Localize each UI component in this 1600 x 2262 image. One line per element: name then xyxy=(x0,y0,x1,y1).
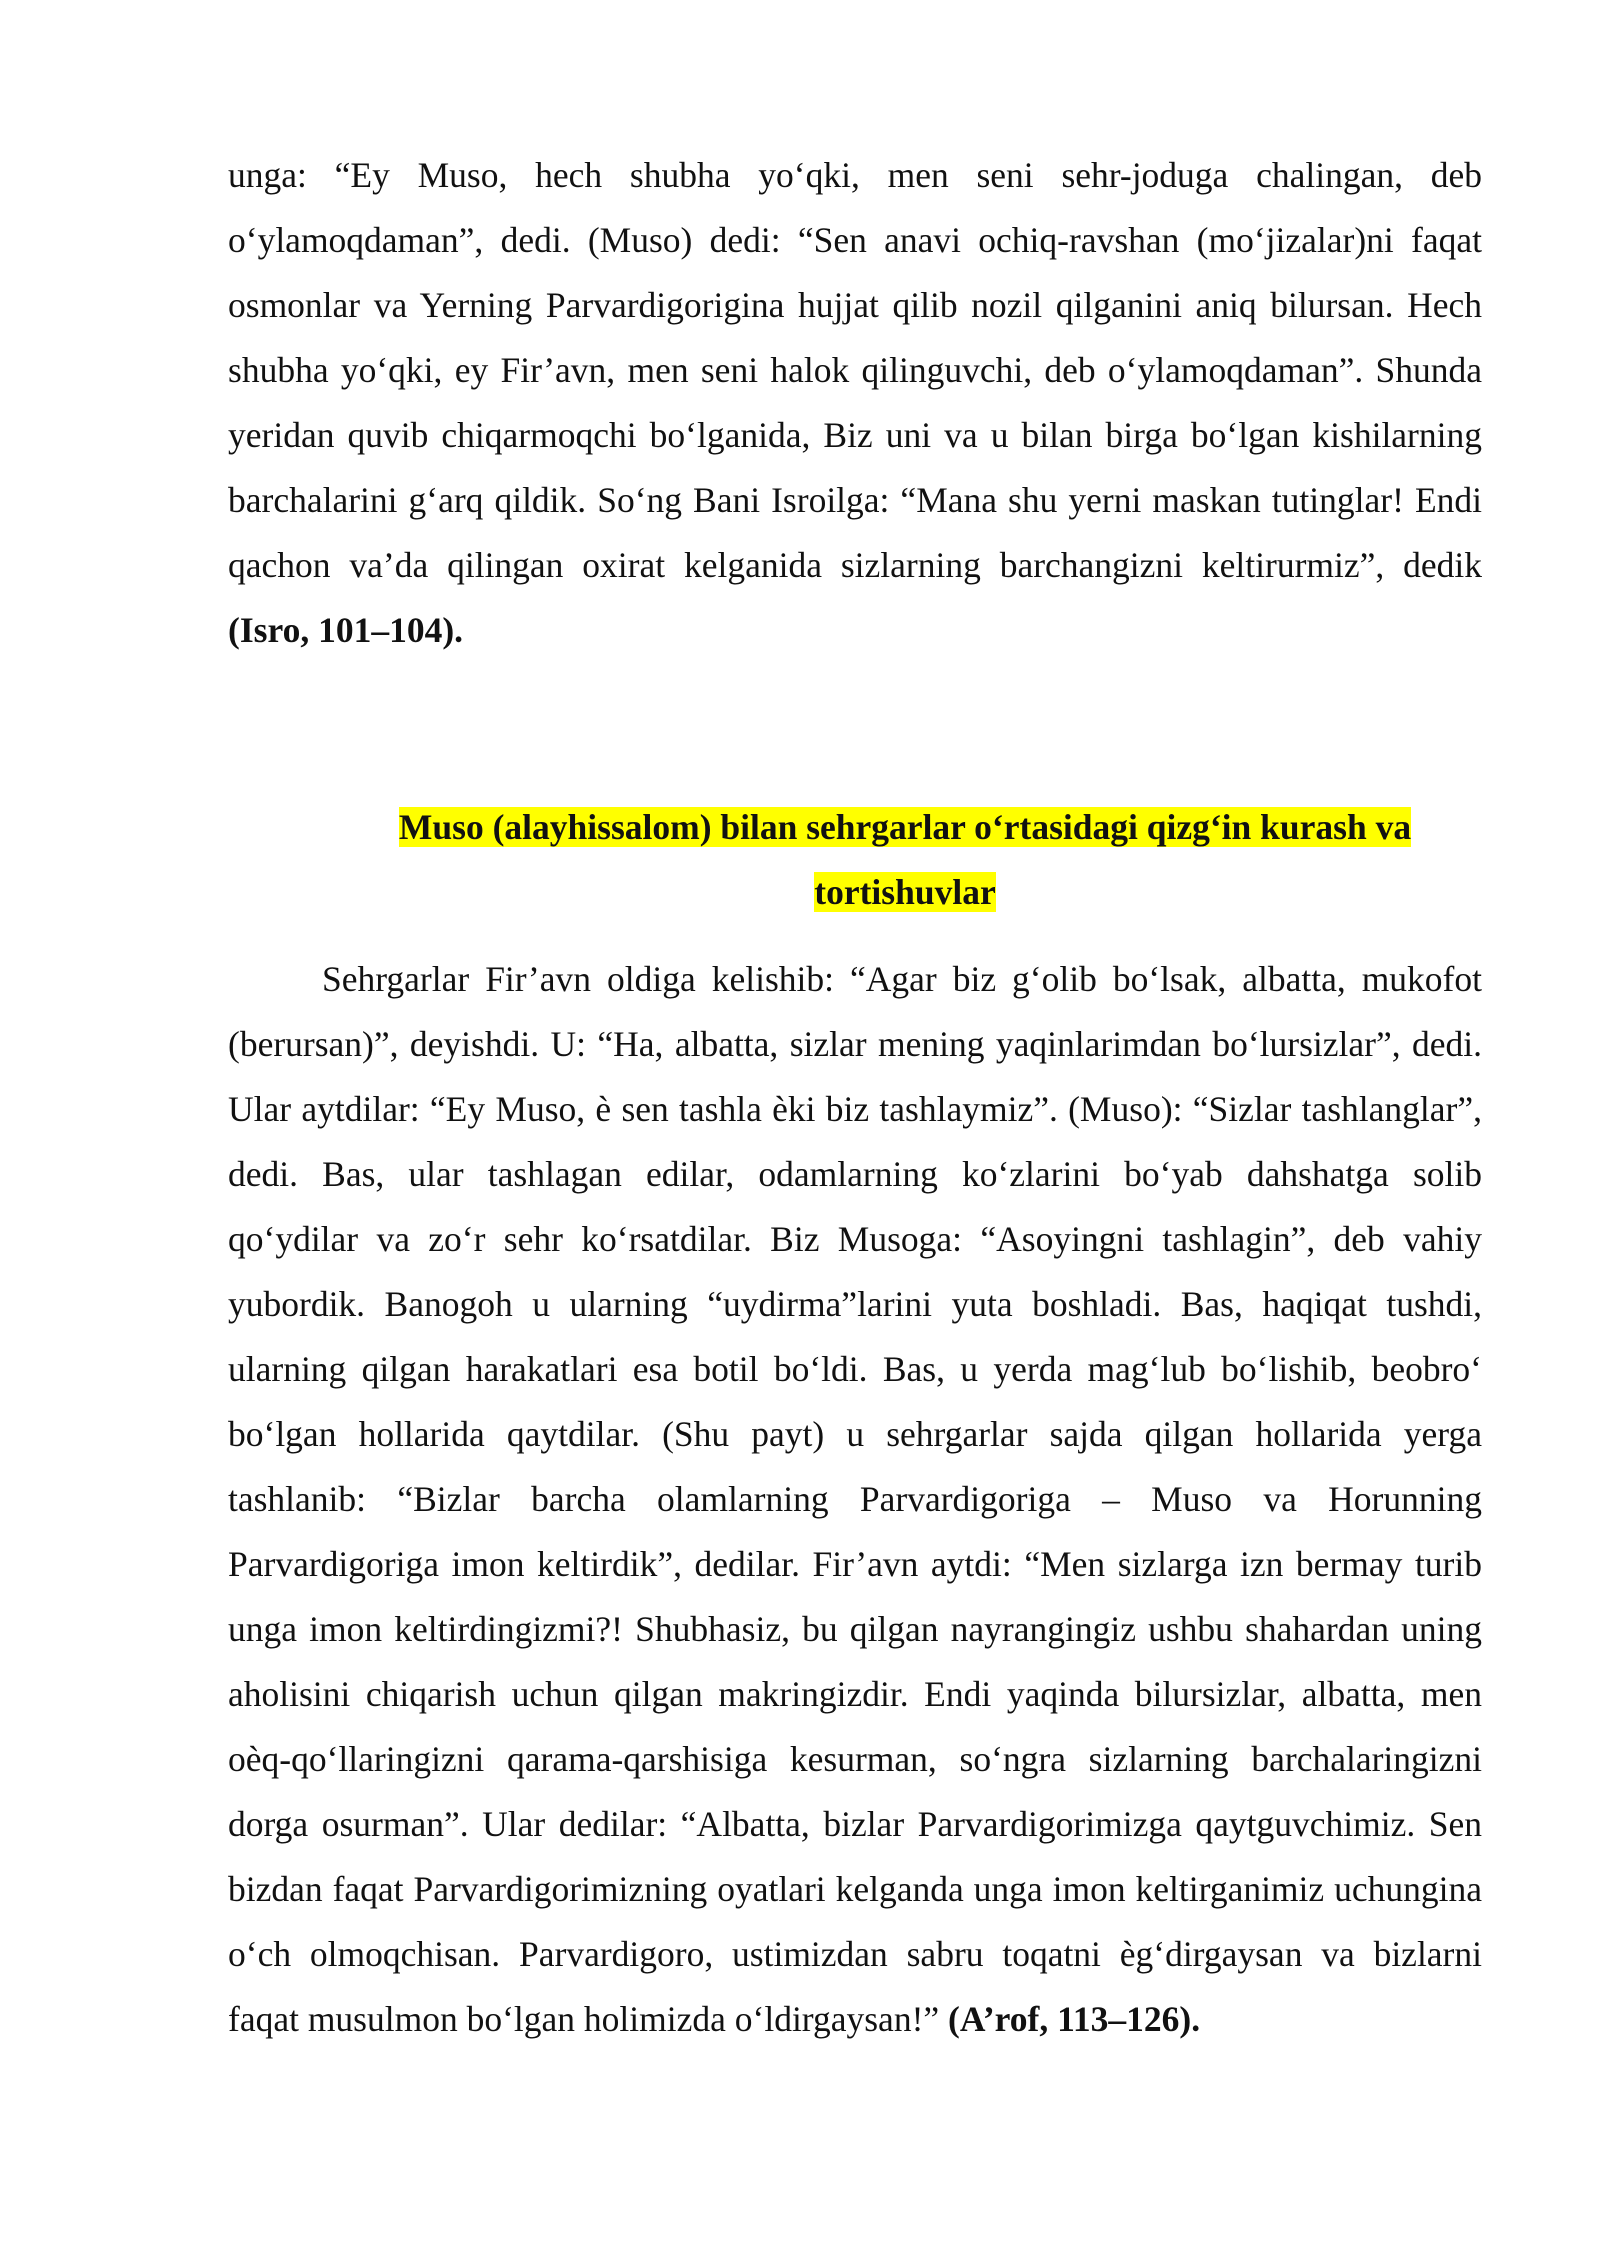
paragraph-2 xyxy=(228,947,1482,2052)
section-heading xyxy=(228,795,1482,925)
paragraph-2-text: Sehrgarlar Fir’avn oldiga kelishib: “Agar biz g‘olib bo‘lsak, albatta, mukofot (berursan)”, deyishdi. U: “Ha, albatta, sizlar mening yaqinlarimdan bo‘lursizlar”, dedi. Ular aytdilar: “Ey Muso, è sen tashla èki biz tashlaymiz”. (Muso): “Sizlar tashlanglar”, dedi. Bas, ular tashlagan edilar, odamlarning ko‘zlarini bo‘yab dahshatga solib qo‘ydilar va zo‘r sehr ko‘rsatdilar. Biz Musoga: “Asoyingni tashlagin”, deb vahiy yubordik. Banogoh u ularning “uydirma”larini yuta boshladi. Bas, haqiqat tushdi, ularning qilgan harakatlari esa botil bo‘ldi. Bas, u yerda mag‘lub bo‘lishib, beobro‘ bo‘lgan hollarida qaytdilar. (Shu payt) u sehrgarlar sajda qilgan hollarida yerga tashlanib: “Bizlar barcha olamlarning Parvardigoriga – Muso va Horunning Parvardigoriga imon keltirdik”, dedilar. Fir’avn aytdi: “Men sizlarga izn bermay turib unga imon keltirdingizmi?! Shubhasiz, bu qilgan nayrangingiz ushbu shahardan uning aholisini chiqarish uchun qilgan makringizdir. Endi yaqinda bilursizlar, albatta, men oèq-qo‘llaringizni qarama-qarshisiga kesurman, so‘ngra sizlarning barchalaringizni dorga osurman”. Ular dedilar: “Albatta, bizlar Parvardigorimizga qaytguvchimiz. Sen bizdan faqat Parvardigorimizning oyatlari kelganda unga imon keltirganimiz uchungina o‘ch olmoqchisan. Parvardigoro, ustimizdan sabru toqatni èg‘dirgaysan va bizlarni faqat musulmon bo‘lgan holimizda o‘ldirgaysan!” xyxy=(228,959,1482,2039)
paragraph-1-reference: (Isro, 101–104). xyxy=(228,610,464,650)
section-heading-text: Muso (alayhissalom) bilan sehrgarlar o‘rtasidagi qizg‘in kurash va tortishuvlar xyxy=(398,807,1412,912)
paragraph-1 xyxy=(228,143,1482,663)
paragraph-1-text: unga: “Ey Muso, hech shubha yo‘qki, men seni sehr-joduga chalingan, deb o‘ylamoqdaman”, dedi. (Muso) dedi: “Sen anavi ochiq-ravshan (mo‘jizalar)ni faqat osmonlar va Yerning Parvardigorigina hujjat qilib nozil qilganini aniq bilursan. Hech shubha yo‘qki, ey Fir’avn, men seni halok qilinguvchi, deb o‘ylamoqdaman”. Shunda yeridan quvib chiqarmoqchi bo‘lganida, Biz uni va u bilan birga bo‘lgan kishilarning barchalarini g‘arq qildik. So‘ng Bani Isroilga: “Mana shu yerni maskan tutinglar! Endi qachon va’da qilingan oxirat kelganida sizlarning barchangizni keltirurmiz”, dedik xyxy=(228,155,1482,585)
paragraph-2-reference: (A’rof, 113–126). xyxy=(948,1999,1201,2039)
document-page xyxy=(228,143,1482,2052)
